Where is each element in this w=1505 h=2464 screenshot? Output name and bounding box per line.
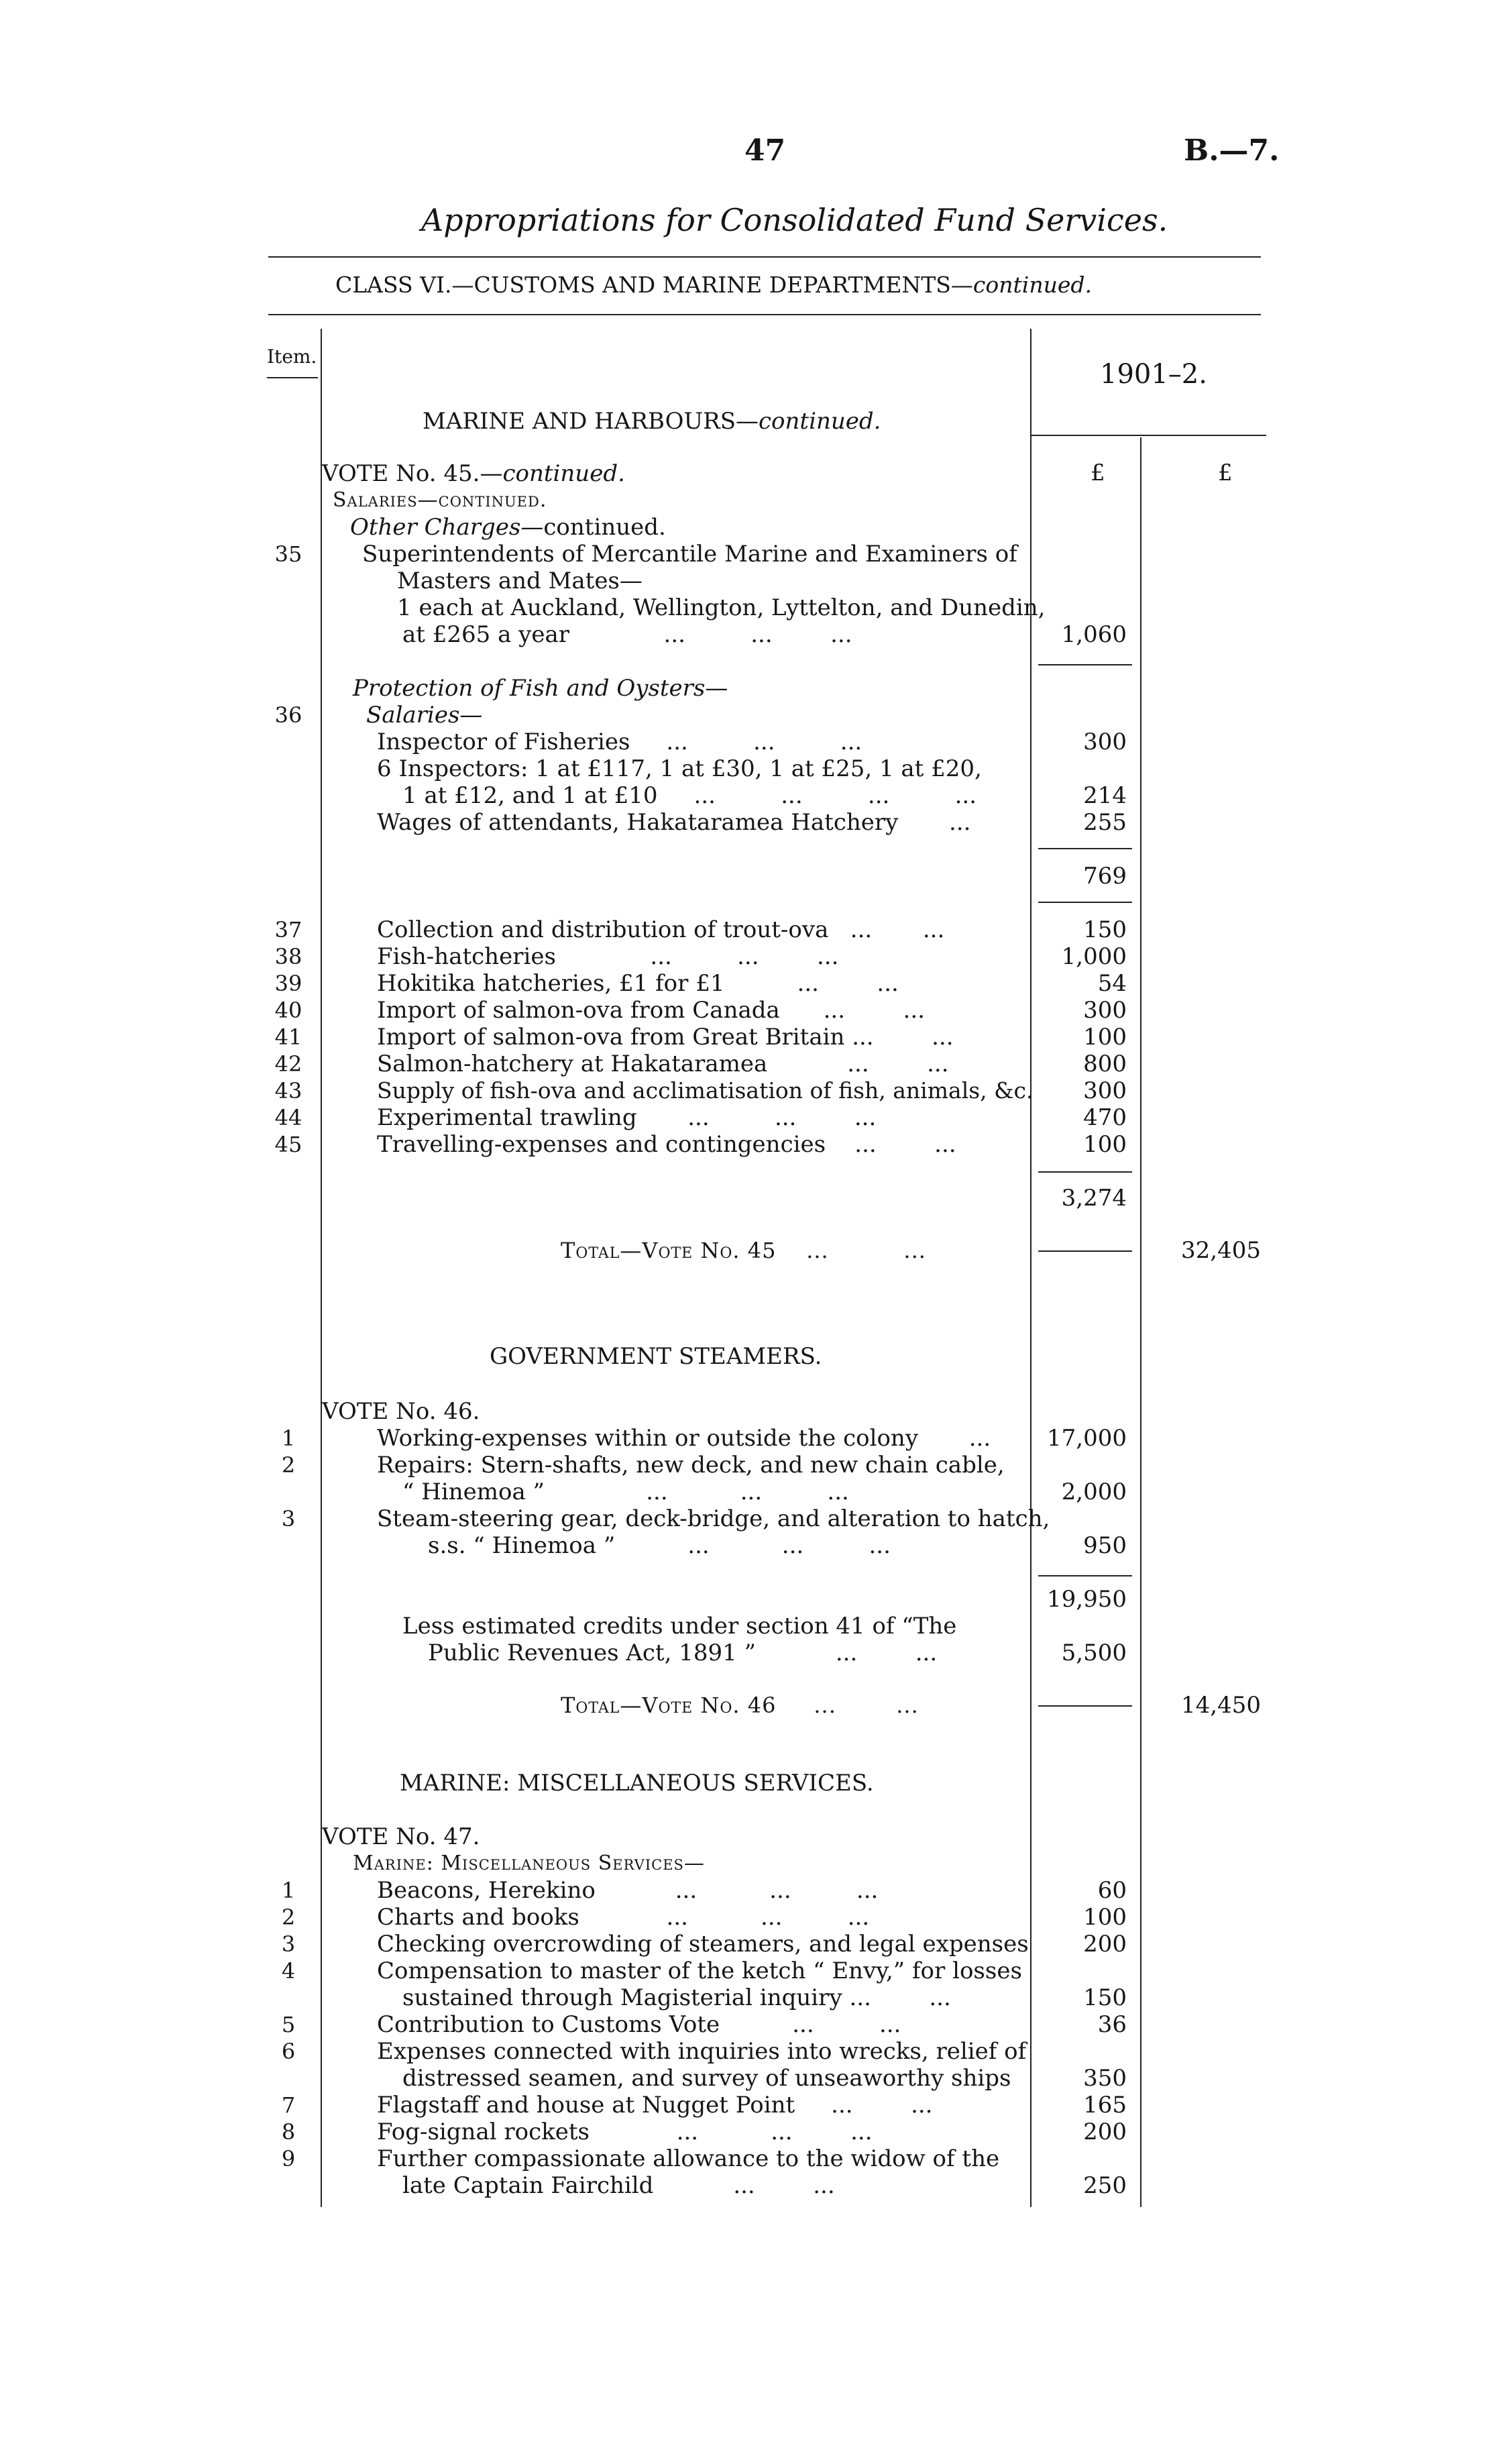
currency-symbol-col1: £ [1091, 460, 1105, 486]
item-amount: 300 [1083, 997, 1127, 1024]
leader-dots: ... [898, 809, 971, 836]
misc-item-3-line: Checking overcrowding of steamers, and legal expenses [377, 1931, 1029, 1958]
item-36-rule-bottom [1038, 902, 1132, 903]
other-charges-subheading [350, 514, 666, 541]
item-desc: Import of salmon-ova from Canada [377, 997, 780, 1024]
misc-item-7-line [377, 2092, 933, 2119]
vote-45-total-rule [1038, 1250, 1132, 1252]
year-header-rule [1032, 435, 1266, 436]
item-38-line [377, 943, 838, 970]
item-amount: 100 [1083, 1131, 1127, 1158]
item-amount: 350 [1083, 2065, 1127, 2092]
item-number: 3 [281, 1931, 296, 1957]
vote-45-heading [322, 460, 625, 487]
class-title-text: CLASS VI.—CUSTOMS AND MARINE DEPARTMENTS— [335, 272, 973, 298]
item-36-b-amount: 214 [1083, 782, 1127, 809]
vote-45-subtotal: 3,274 [1061, 1185, 1127, 1212]
item-amount: 150 [1083, 1984, 1127, 2011]
item-amount: 250 [1083, 2172, 1127, 2199]
item-amount: 54 [1097, 970, 1127, 997]
item-number: 6 [281, 2039, 296, 2064]
amount-column-right-rule [1140, 437, 1141, 2207]
leader-dots: ... ... ... [579, 1904, 870, 1931]
vote-47-heading: VOTE No. 47. [322, 1823, 480, 1850]
item-desc: Hokitika hatcheries, £1 for £1 [377, 970, 725, 997]
item-39-line [377, 970, 899, 997]
table-top-rule [268, 314, 1261, 315]
item-number: 3 [281, 1506, 296, 1532]
misc-item-6-line2: distressed seamen, and survey of unseaworthy ships [402, 2065, 1011, 2092]
item-desc: Collection and distribution of trout-ova [377, 916, 829, 943]
vote-45-total-label [561, 1237, 926, 1264]
steamers-item-2-line1: Repairs: Stern-shafts, new deck, and new chain cable, [377, 1452, 1005, 1479]
steamers-item-2-line2 [402, 1479, 849, 1505]
vote-46-rule-top [1038, 1575, 1132, 1576]
steamers-item-3-line2 [428, 1532, 891, 1559]
leader-dots: ... ... ... [630, 729, 862, 755]
item-number: 2 [281, 1452, 296, 1478]
item-number: 44 [274, 1105, 302, 1130]
item-desc: Beacons, Herekino [377, 1877, 596, 1904]
class-title-continued: continued. [972, 272, 1092, 298]
item-number: 35 [274, 541, 302, 567]
item-desc: sustained through Magisterial inquiry ... [402, 1984, 871, 2011]
year-column-header: 1901–2. [1100, 359, 1207, 390]
item-column-rule [321, 329, 322, 2207]
item-35-line2: Masters and Mates— [397, 568, 643, 594]
less-credits-amount: 5,500 [1061, 1640, 1127, 1666]
less-credits-line2 [428, 1640, 937, 1666]
item-41-line [377, 1024, 954, 1051]
item-number: 39 [274, 971, 302, 996]
protection-fish-heading: Protection of Fish and Oysters— [353, 675, 728, 702]
steamers-item-1-line [377, 1425, 991, 1452]
leader-dots: ... [873, 1024, 954, 1051]
item-number: 1 [281, 1878, 296, 1903]
item-35-line1: Superintendents of Mercantile Marine and Examiners of [362, 541, 1017, 568]
item-number: 1 [281, 1426, 296, 1451]
item-amount: 200 [1083, 2119, 1127, 2145]
item-amount: 950 [1083, 1532, 1127, 1559]
item-37-line [377, 916, 944, 943]
item-number: 9 [281, 2146, 296, 2172]
item-number: 5 [281, 2012, 296, 2037]
item-desc: Salmon-hatchery at Hakataramea [377, 1051, 768, 1077]
item-35-amount: 1,060 [1061, 621, 1127, 648]
total-label-text: Total—Vote No. 46 [561, 1693, 777, 1718]
item-35-line3: 1 each at Auckland, Wellington, Lyttelton, and Dunedin, [397, 594, 1046, 621]
item-40-line [377, 997, 925, 1024]
item-number: 42 [274, 1051, 302, 1077]
vote-46-total-label [561, 1692, 919, 1719]
misc-item-6-line1: Expenses connected with inquiries into wrecks, relief of [377, 2038, 1027, 2065]
misc-item-9-line2 [402, 2172, 835, 2199]
item-amount: 800 [1083, 1051, 1127, 1077]
vote-46-total-amount: 14,450 [1181, 1692, 1261, 1719]
item-desc: late Captain Fairchild [402, 2172, 654, 2199]
item-desc: Public Revenues Act, 1891 ” [428, 1640, 756, 1666]
leader-dots: ... ... ... [555, 943, 839, 970]
item-desc: Flagstaff and house at Nugget Point [377, 2092, 795, 2119]
class-title [335, 272, 1092, 299]
item-number: 37 [274, 917, 302, 943]
leader-dots: ... ... [720, 2011, 901, 2038]
section-heading-marine-harbours [423, 408, 881, 435]
leader-dots: ... ... [653, 2172, 835, 2199]
leader-dots: ... ... [795, 2092, 933, 2119]
vote-45-rule-top [1038, 1171, 1132, 1173]
leader-dots: ... ... [776, 1693, 919, 1718]
item-amount: 100 [1083, 1024, 1127, 1051]
misc-item-4-line1: Compensation to master of the ketch “ Envy,” for losses [377, 1958, 1022, 1984]
leader-dots: ... [918, 1425, 991, 1452]
item-amount: 60 [1097, 1877, 1127, 1904]
vote-45-total-amount: 32,405 [1181, 1237, 1261, 1264]
leader-dots: ... ... ... [636, 1104, 877, 1131]
item-column-header: Item. [267, 345, 317, 368]
item-amount: 165 [1083, 2092, 1127, 2119]
item-amount: 300 [1083, 1077, 1127, 1104]
item-desc: Working-expenses within or outside the colony [377, 1425, 919, 1452]
item-desc: s.s. “ Hinemoa ” [428, 1532, 616, 1559]
item-43-line: Supply of fish-ova and acclimatisation of fish, animals, &c. [377, 1077, 1034, 1104]
leader-dots: ... ... ... [590, 2119, 873, 2145]
steamers-item-3-line1: Steam-steering gear, deck-bridge, and alteration to hatch, [377, 1505, 1050, 1532]
item-amount: 17,000 [1047, 1425, 1127, 1452]
item-36-line-c [377, 809, 970, 836]
header-rule [268, 256, 1261, 258]
item-36-c-amount: 255 [1083, 809, 1127, 836]
page-number: 47 [744, 133, 786, 168]
item-number: 7 [281, 2092, 296, 2118]
vote-45-continued: continued. [502, 460, 625, 487]
item-desc: Fog-signal rockets [377, 2119, 590, 2145]
misc-item-8-line [377, 2119, 873, 2145]
vote-46-total-rule [1038, 1705, 1132, 1707]
leader-dots: ... ... ... [544, 1479, 849, 1505]
leader-dots: ... ... ... [615, 1532, 891, 1559]
item-number: 8 [281, 2119, 296, 2145]
vote-45-text: VOTE No. 45.— [322, 460, 503, 487]
item-desc: Experimental trawling [377, 1104, 637, 1131]
section-heading-continued: continued. [759, 408, 881, 435]
misc-item-1-line [377, 1877, 878, 1904]
leader-dots: ... ... [779, 997, 925, 1024]
item-36-rule-top [1038, 848, 1132, 849]
misc-item-5-line [377, 2011, 901, 2038]
item-35-line4 [402, 621, 852, 648]
item-number: 38 [274, 944, 302, 969]
item-number: 43 [274, 1078, 302, 1104]
leader-dots: ... ... [724, 970, 899, 997]
leader-dots: ... ... ... [595, 1877, 879, 1904]
section-heading-government-steamers: GOVERNMENT STEAMERS. [490, 1343, 822, 1370]
misc-item-4-line2 [402, 1984, 951, 2011]
item-44-line [377, 1104, 876, 1131]
marine-misc-subheading: Marine: Miscellaneous Services— [353, 1852, 705, 1875]
item-36-salaries: Salaries— [366, 702, 483, 729]
item-desc: Contribution to Customs Vote [377, 2011, 720, 2038]
other-charges-label: Other Charges— [350, 514, 544, 541]
item-amount: 200 [1083, 1931, 1127, 1958]
item-36-b2-desc: 1 at £12, and 1 at £10 [402, 782, 658, 809]
item-desc: Fish-hatcheries [377, 943, 556, 970]
currency-symbol-col2: £ [1218, 460, 1233, 486]
item-amount: 1,000 [1061, 943, 1127, 970]
section-heading-text: MARINE AND HARBOURS— [423, 408, 759, 435]
item-desc: Travelling-expenses and contingencies [377, 1131, 826, 1158]
other-charges-continued: continued. [543, 514, 666, 541]
item-36-c-desc: Wages of attendants, Hakataramea Hatchery [377, 809, 899, 836]
less-credits-line1: Less estimated credits under section 41 of “The [402, 1613, 957, 1640]
item-amount: 2,000 [1061, 1479, 1127, 1505]
leader-dots: ... ... [767, 1051, 949, 1077]
item-36-line-a [377, 729, 862, 755]
salaries-subheading: Salaries—continued. [333, 488, 547, 512]
item-amount: 100 [1083, 1904, 1127, 1931]
item-number: 45 [274, 1132, 302, 1157]
item-desc: “ Hinemoa ” [402, 1479, 545, 1505]
misc-item-2-line [377, 1904, 869, 1931]
item-number: 40 [274, 998, 302, 1023]
item-45-line [377, 1131, 956, 1158]
document-reference: B.—7. [1184, 133, 1280, 168]
item-amount: 150 [1083, 916, 1127, 943]
running-title: Appropriations for Consolidated Fund Services. [421, 202, 1168, 238]
item-36-a-amount: 300 [1083, 729, 1127, 755]
leader-dots: ... ... [828, 916, 945, 943]
item-35-rule [1038, 664, 1132, 665]
vote-46-heading: VOTE No. 46. [322, 1398, 480, 1425]
misc-item-9-line1: Further compassionate allowance to the widow of the [377, 2145, 1000, 2172]
item-amount: 36 [1097, 2011, 1127, 2038]
item-number: 2 [281, 1905, 296, 1930]
item-number: 36 [274, 702, 302, 728]
leader-dots: ... ... ... ... [657, 782, 977, 809]
item-header-rule [267, 377, 318, 378]
item-35-desc: at £265 a year [402, 621, 570, 648]
vote-46-subtotal: 19,950 [1047, 1586, 1127, 1613]
item-42-line [377, 1051, 949, 1077]
item-desc: Charts and books [377, 1904, 579, 1931]
leader-dots: ... [871, 1984, 951, 2011]
total-label-text: Total—Vote No. 45 [561, 1238, 777, 1263]
leader-dots: ... ... [776, 1238, 926, 1263]
item-number: 4 [281, 1958, 296, 1984]
item-desc: Import of salmon-ova from Great Britain ... [377, 1024, 874, 1051]
item-amount: 470 [1083, 1104, 1127, 1131]
leader-dots: ... ... ... [569, 621, 852, 648]
leader-dots: ... ... [826, 1131, 956, 1158]
section-heading-marine-misc: MARINE: MISCELLANEOUS SERVICES. [400, 1770, 874, 1797]
item-number: 41 [274, 1024, 302, 1050]
item-36-subtotal: 769 [1083, 863, 1127, 890]
item-36-a-desc: Inspector of Fisheries [377, 729, 630, 755]
item-36-line-b1: 6 Inspectors: 1 at £117, 1 at £30, 1 at £25, 1 at £20, [377, 755, 982, 782]
leader-dots: ... ... [755, 1640, 938, 1666]
item-36-line-b2 [402, 782, 977, 809]
